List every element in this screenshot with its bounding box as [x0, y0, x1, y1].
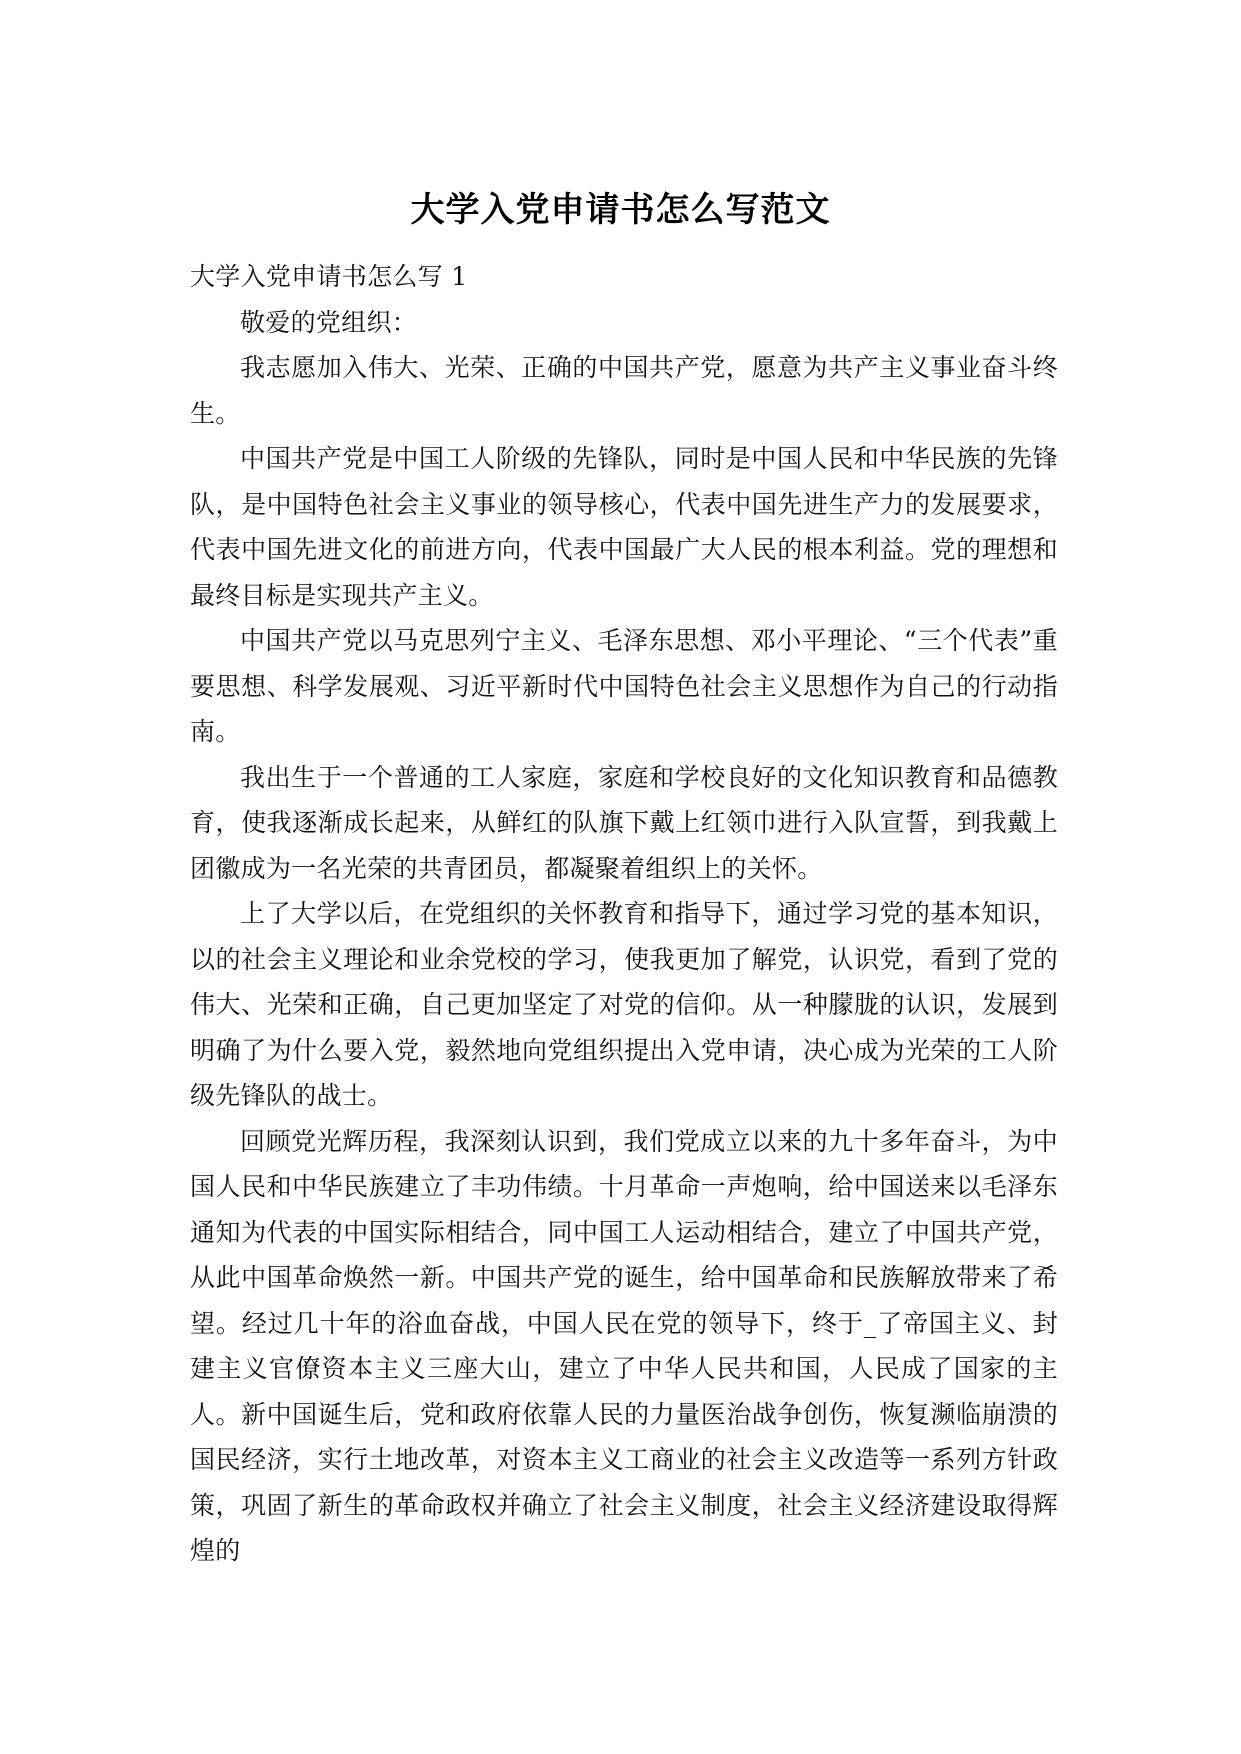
salutation: 敬爱的党组织： — [240, 307, 418, 337]
paragraph: 回顾党光辉历程，我深刻认识到，我们党成立以来的九十多年奋斗，为中国人民和中华民族建立了丰功伟绩。十月革命一声炮响，给中国送来以毛泽东通知为代表的中国实际相结合，同中国工人运动相结合，建立了中国共产党，从此中国革命焕然一新。中国共产党的诞生，给中国革命和民族解放带来了希望。经过几十年的浴血奋战，中国人民在党的领导下，终于_了帝国主义、封建主义官僚资本主义三座大山，建立了中华人民共和国，人民成了国家的主人。新中国诞生后，党和政府依靠人民的力量医治战争创伤，恢复濒临崩溃的国民经济，实行土地改革，对资本主义工商业的社会主义改造等一系列方针政策，巩固了新生的革命政权并确立了社会主义制度，社会主义经济建设取得辉煌的 — [190, 1126, 1058, 1565]
paragraph: 我出生于一个普通的工人家庭，家庭和学校良好的文化知识教育和品德教育，使我逐渐成长起来，从鲜红的队旗下戴上红领巾进行入队宣誓，到我戴上团徽成为一名光荣的共青团员，都凝聚着组织上的关怀。 — [190, 762, 1058, 883]
paragraph: 中国共产党是中国工人阶级的先锋队，同时是中国人民和中华民族的先锋队，是中国特色社会主义事业的领导核心，代表中国先进生产力的发展要求，代表中国先进文化的前进方向，代表中国最广大人民的根本利益。党的理想和最终目标是实现共产主义。 — [190, 444, 1058, 610]
paragraph: 我志愿加入伟大、光荣、正确的中国共产党，愿意为共产主义事业奋斗终生。 — [190, 353, 1058, 428]
paragraph: 中国共产党以马克思列宁主义、毛泽东思想、邓小平理论、“三个代表”重要思想、科学发展观、习近平新时代中国特色社会主义思想作为自己的行动指南。 — [190, 626, 1058, 746]
document-body — [190, 254, 1058, 1574]
document-title: 大学入党申请书怎么写范文 — [410, 190, 831, 230]
paragraph: 上了大学以后，在党组织的关怀教育和指导下，通过学习党的基本知识，以的社会主义理论和业余党校的学习，使我更加了解党，认识党，看到了党的伟大、光荣和正确，自己更加坚定了对党的信仰。从一种朦胧的认识，发展到明确了为什么要入党，毅然地向党组织提出入党申请，决心成为光荣的工人阶级先锋队的战士。 — [190, 899, 1058, 1110]
section-heading: 大学入党申请书怎么写 1 — [190, 262, 468, 291]
